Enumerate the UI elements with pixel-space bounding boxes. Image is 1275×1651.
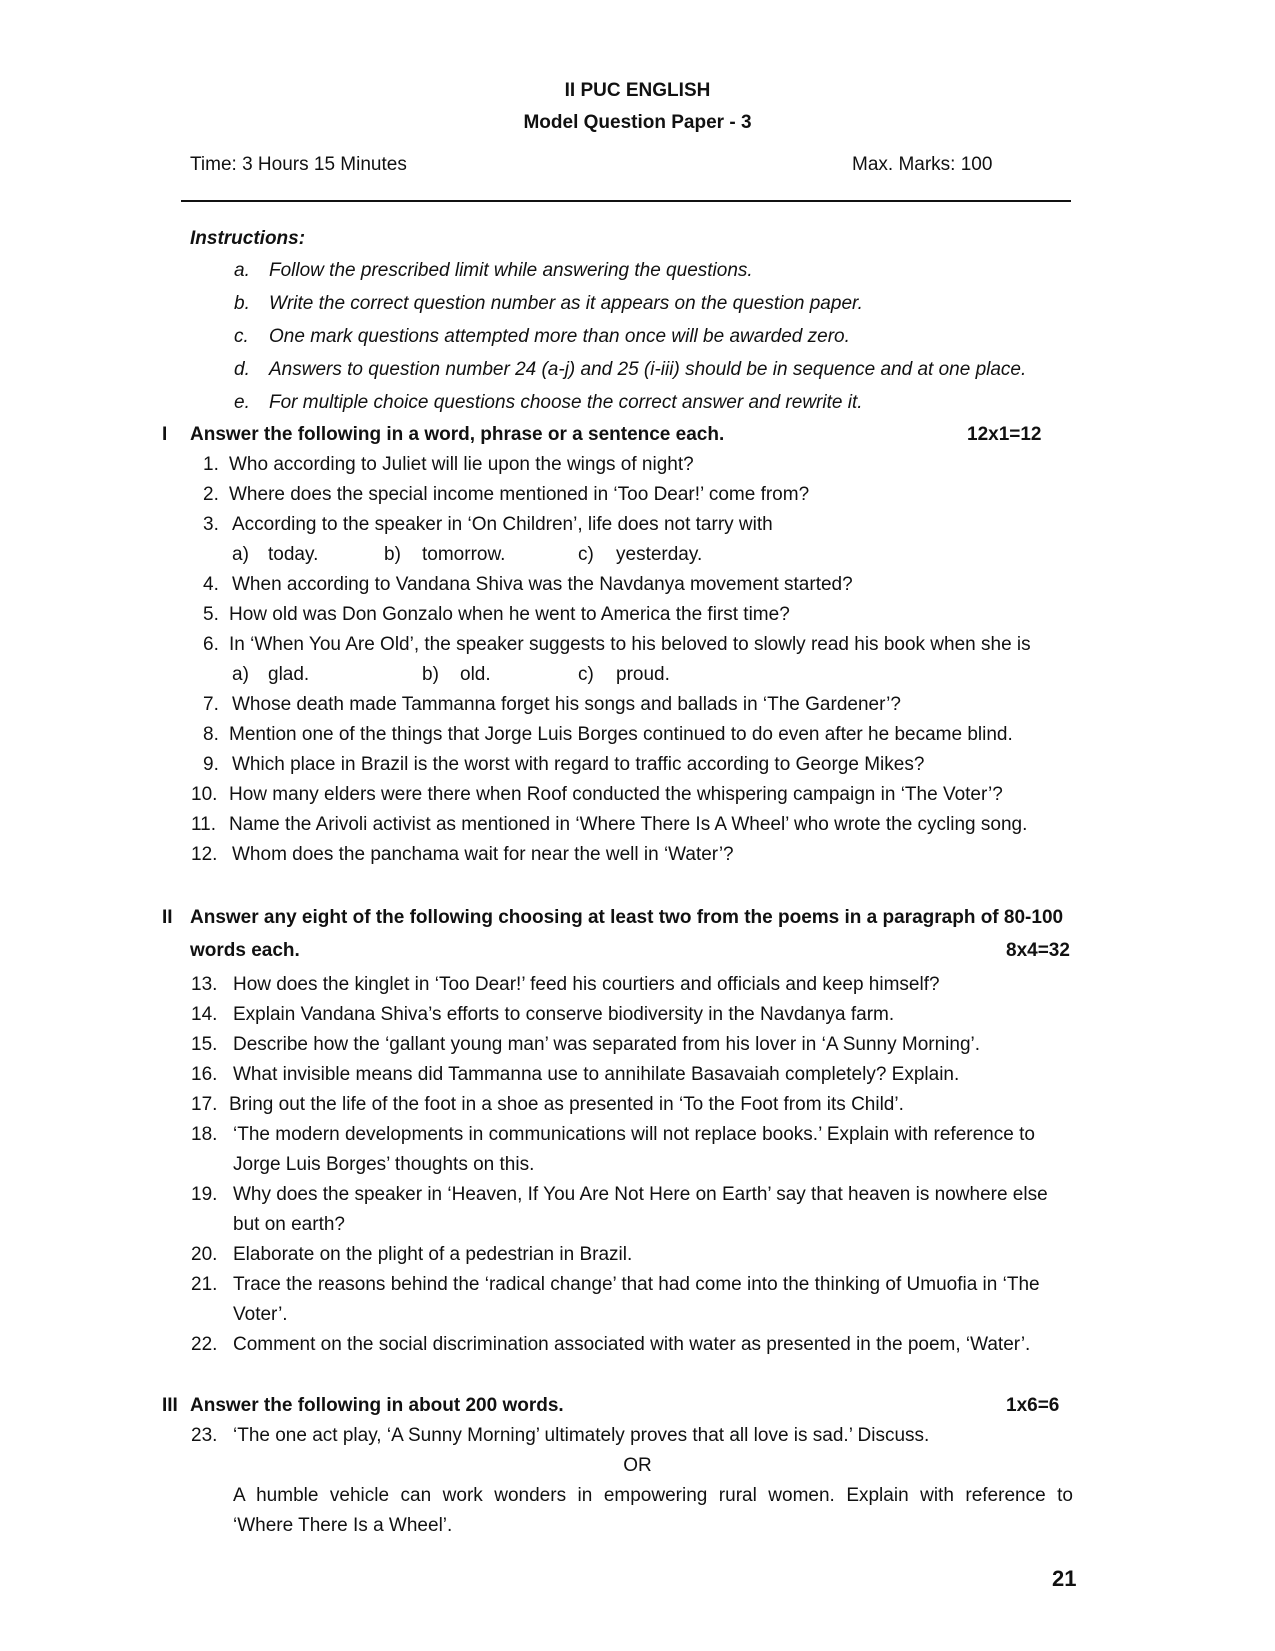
question-text: How many elders were there when Roof conducted the whispering campaign in ‘The Voter’? [229, 784, 1003, 805]
instruction-text: For multiple choice questions choose the correct answer and rewrite it. [269, 392, 863, 413]
question-text-cont: Jorge Luis Borges’ thoughts on this. [233, 1154, 535, 1175]
question-text: ‘The one act play, ‘A Sunny Morning’ ultimately proves that all love is sad.’ Discuss. [233, 1425, 930, 1446]
question-number: 15. [191, 1034, 218, 1055]
instruction-label: a. [234, 260, 250, 281]
max-marks: Max. Marks: 100 [852, 154, 993, 175]
alternative-question-text-cont: ‘Where There Is a Wheel’. [233, 1515, 453, 1536]
section-1-heading: Answer the following in a word, phrase or a sentence each. [190, 424, 725, 445]
question-text: Explain Vandana Shiva’s efforts to conserve biodiversity in the Navdanya farm. [233, 1004, 895, 1025]
option-label: a) [232, 664, 249, 685]
question-text: Where does the special income mentioned in ‘Too Dear!’ come from? [229, 484, 810, 505]
question-text: Whose death made Tammanna forget his songs and ballads in ‘The Gardener’? [232, 694, 901, 715]
question-text: Describe how the ‘gallant young man’ was separated from his lover in ‘A Sunny Morning’. [233, 1034, 981, 1055]
section-1-marks: 12x1=12 [967, 424, 1042, 445]
question-number: 12. [191, 844, 218, 865]
section-3-numeral: III [162, 1395, 178, 1416]
section-3-heading: Answer the following in about 200 words. [190, 1395, 564, 1416]
question-number: 11. [191, 814, 217, 835]
section-1-numeral: I [162, 424, 168, 445]
section-2-heading: Answer any eight of the following choosing at least two from the poems in a paragraph of 80-100 [190, 907, 1064, 928]
option-text: tomorrow. [422, 544, 506, 565]
question-text: Who according to Juliet will lie upon the wings of night? [229, 454, 694, 475]
question-number: 16. [191, 1064, 218, 1085]
section-3-marks: 1x6=6 [1006, 1395, 1060, 1416]
question-number: 14. [191, 1004, 218, 1025]
alternative-question-text: A humble vehicle can work wonders in empowering rural women. Explain with reference to [233, 1485, 1073, 1506]
question-text: According to the speaker in ‘On Children’, life does not tarry with [232, 514, 773, 535]
instruction-text: One mark questions attempted more than once will be awarded zero. [269, 326, 850, 347]
option-text: proud. [616, 664, 670, 685]
section-2-heading-cont: words each. [190, 940, 300, 961]
option-label: c) [578, 664, 594, 685]
question-text: When according to Vandana Shiva was the Navdanya movement started? [232, 574, 853, 595]
question-number: 5. [203, 604, 219, 625]
question-number: 8. [203, 724, 219, 745]
instruction-label: d. [234, 359, 250, 380]
question-text: Name the Arivoli activist as mentioned in ‘Where There Is A Wheel’ who wrote the cycling song. [229, 814, 1028, 835]
option-text: old. [460, 664, 491, 685]
instruction-text: Write the correct question number as it appears on the question paper. [269, 293, 863, 314]
instruction-label: c. [234, 326, 249, 347]
header-divider [181, 200, 1071, 202]
question-number: 13. [191, 974, 218, 995]
question-text: Whom does the panchama wait for near the well in ‘Water’? [232, 844, 734, 865]
page-number: 21 [1052, 1566, 1077, 1591]
question-number: 1. [203, 454, 219, 475]
question-number: 3. [203, 514, 219, 535]
option-text: glad. [268, 664, 310, 685]
question-text: ‘The modern developments in communications will not replace books.’ Explain with reference to [233, 1124, 1035, 1145]
question-number: 6. [203, 634, 219, 655]
instruction-label: e. [234, 392, 250, 413]
option-label: b) [384, 544, 401, 565]
question-number: 19. [191, 1184, 218, 1205]
question-number: 20. [191, 1244, 218, 1265]
paper-title: II PUC ENGLISH [564, 80, 711, 101]
question-number: 10. [191, 784, 218, 805]
instructions-heading: Instructions: [190, 228, 306, 249]
question-text: Which place in Brazil is the worst with regard to traffic according to George Mikes? [232, 754, 925, 775]
question-number: 22. [191, 1334, 218, 1355]
question-number: 9. [203, 754, 219, 775]
instruction-text: Follow the prescribed limit while answering the questions. [269, 260, 753, 281]
question-text-cont: but on earth? [233, 1214, 345, 1235]
question-number: 7. [203, 694, 219, 715]
question-number: 2. [203, 484, 219, 505]
section-2-numeral: II [162, 907, 173, 928]
option-label: a) [232, 544, 249, 565]
question-text: In ‘When You Are Old’, the speaker suggests to his beloved to slowly read his book when she is [229, 634, 1031, 655]
question-number: 4. [203, 574, 219, 595]
question-text: Why does the speaker in ‘Heaven, If You Are Not Here on Earth’ say that heaven is nowhere else [233, 1184, 1048, 1205]
question-text: Bring out the life of the foot in a shoe as presented in ‘To the Foot from its Child’. [229, 1094, 904, 1115]
option-text: today. [268, 544, 319, 565]
question-number: 17. [191, 1094, 218, 1115]
question-text: Comment on the social discrimination associated with water as presented in the poem, ‘Water’. [233, 1334, 1031, 1355]
option-text: yesterday. [616, 544, 703, 565]
option-label: c) [578, 544, 594, 565]
question-number: 21. [191, 1274, 218, 1295]
or-separator: OR [623, 1455, 652, 1476]
question-text: How does the kinglet in ‘Too Dear!’ feed his courtiers and officials and keep himself? [233, 974, 940, 995]
question-text-cont: Voter’. [233, 1304, 288, 1325]
question-text: Trace the reasons behind the ‘radical change’ that had come into the thinking of Umuofia in ‘The [233, 1274, 1040, 1295]
question-text: Mention one of the things that Jorge Luis Borges continued to do even after he became blind. [229, 724, 1013, 745]
option-label: b) [422, 664, 439, 685]
time-allowed: Time: 3 Hours 15 Minutes [190, 154, 407, 175]
question-text: How old was Don Gonzalo when he went to America the first time? [229, 604, 790, 625]
question-number: 18. [191, 1124, 218, 1145]
section-2-marks: 8x4=32 [1006, 940, 1070, 961]
instruction-text: Answers to question number 24 (a-j) and 25 (i-iii) should be in sequence and at one place. [269, 359, 1027, 380]
instruction-label: b. [234, 293, 250, 314]
question-text: Elaborate on the plight of a pedestrian in Brazil. [233, 1244, 633, 1265]
question-number: 23. [191, 1425, 218, 1446]
question-text: What invisible means did Tammanna use to annihilate Basavaiah completely? Explain. [233, 1064, 960, 1085]
paper-subtitle: Model Question Paper - 3 [523, 112, 752, 133]
